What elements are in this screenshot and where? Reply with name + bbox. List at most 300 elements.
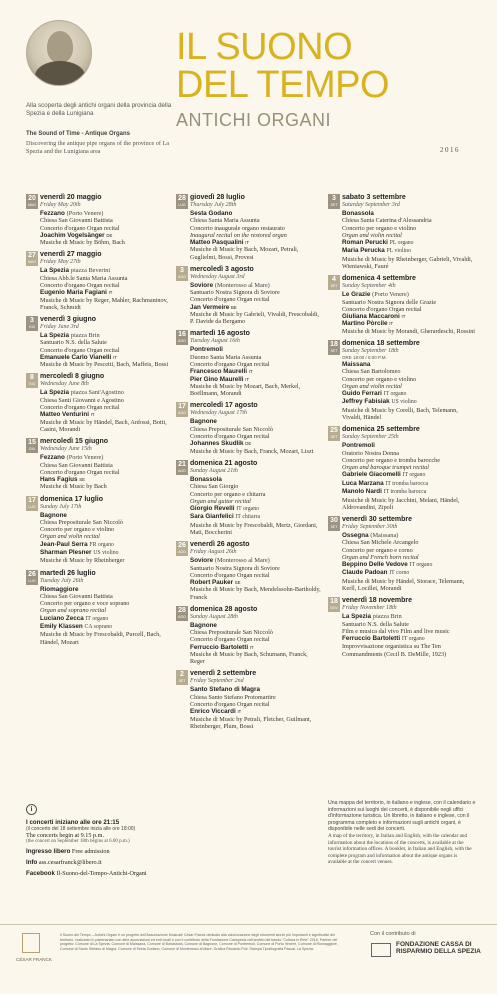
city-sub: (Porto Venere) xyxy=(66,454,104,462)
date-badge xyxy=(176,460,188,475)
badge-month: AGO xyxy=(178,614,186,619)
date-badge xyxy=(26,438,38,453)
concert-date-en: Sunday August 21th xyxy=(190,467,238,474)
performer-country: IT xyxy=(108,290,113,296)
performer-name: Emanuele Carlo Vianelli xyxy=(40,353,112,361)
performer-name: Emily Klassen xyxy=(40,622,83,630)
facebook-link[interactable]: Il-Suono-del-Tempo-Antichi-Organi xyxy=(56,870,147,877)
performer-name: Beppino Delle Vedove xyxy=(342,560,408,568)
concert-detail: Concerto d'organo Organ recital xyxy=(40,224,120,232)
concert-date: domenica 28 agosto xyxy=(190,605,258,613)
concert-detail: Concerto d'organo Organ recital xyxy=(190,636,270,644)
performer xyxy=(40,289,174,296)
date-badge xyxy=(26,316,38,331)
concert-music: Musiche di Music by Händel, Storace, Telemann, Kerll, Locillet, Morandi xyxy=(342,577,465,592)
badge-month: MAG xyxy=(28,260,36,265)
concert-date: sabato 3 settembre xyxy=(342,194,406,201)
concert-date: venerdì 20 maggio xyxy=(40,194,102,201)
times-it: I concerti iniziano alle ore 21:15 xyxy=(26,819,120,826)
concert-entry xyxy=(328,516,476,592)
contribution-label: Con il contributo di xyxy=(370,931,416,937)
performer-name: Robert Pauker xyxy=(190,578,234,586)
city-sub: (Porto Venere) xyxy=(66,210,104,217)
concert-music: Musiche di Music by Corelli, Bach, Telemann, Vivaldi, Händel xyxy=(342,406,458,422)
concert-city xyxy=(190,686,324,693)
badge-day: 28 xyxy=(178,195,186,202)
concert-date: domenica 4 settembre xyxy=(342,275,416,283)
association-logo xyxy=(22,933,40,953)
performer xyxy=(190,708,324,715)
concert-date-en: Wednesday June 8th xyxy=(40,381,89,388)
badge-day: 25 xyxy=(330,427,338,435)
concert-date: martedì 16 agosto xyxy=(190,330,250,338)
performer xyxy=(40,354,174,361)
concert-entry xyxy=(328,275,476,335)
concert-entry xyxy=(26,316,174,368)
concert-date-en: Thursday July 28th xyxy=(190,202,237,208)
poster-header xyxy=(0,0,497,185)
facebook-label: Facebook xyxy=(26,870,55,877)
performer-role: FR organo xyxy=(89,541,114,548)
concert-detail: Chiesa Prepositurale San Niccolò xyxy=(190,629,273,637)
concert-city xyxy=(40,454,174,461)
map-note-it: Una mappa del territorio, in italiano e inglese, con il calendario e informazioni sui luoghi dei concerti, è disponibile negli uffici d'informazione turistica. Un libretto, in italiano e inglese, con il programma completo e informazioni sugli antichi organi, è disponibile nelle sedi dei concerti. xyxy=(328,800,476,833)
map-note xyxy=(328,800,476,866)
fondazione-logo xyxy=(371,943,391,957)
concert-detail: Chiesa San Giovanni Battista xyxy=(40,217,113,225)
concert-music: Musiche di Music by Frescobaldi, Purcell, Bach, Händel, Mozart xyxy=(40,631,161,646)
performer xyxy=(342,488,476,496)
city-name: Ossegna xyxy=(342,531,369,539)
concert-detail: Santuario Nostra Signora di Soviore xyxy=(190,289,280,297)
city-name: Bagnone xyxy=(40,511,67,519)
badge-month: SET xyxy=(330,203,338,207)
city-name: Pontremoli xyxy=(342,442,375,450)
date-badge xyxy=(328,194,340,209)
performer-name: Guido Ferrari xyxy=(342,390,382,398)
badge-month: AGO xyxy=(178,274,186,279)
date-badge xyxy=(26,496,38,511)
concert-date-en: Sunday September 4th xyxy=(342,283,396,290)
map-note-en: A map of the territory, in Italian and English, with the calendar and information about the locations of the concerts, is available at the tourist information offices. A booklet, in Italian and English, with the complete program and information about the antique organs is available at the concert venues. xyxy=(328,832,472,866)
badge-month: LUG xyxy=(178,203,186,207)
concert-city xyxy=(342,291,476,298)
city-sub: piazza Brin xyxy=(70,332,100,340)
date-badge xyxy=(328,340,340,355)
performer-name: Giuliana Maccaroni xyxy=(342,313,400,321)
concert-date-en: Friday August 26th xyxy=(190,549,237,556)
times-en: The concerts begin at 9.15 p.m. xyxy=(26,832,105,839)
performer-name: Gabriele Giacomelli xyxy=(342,471,401,479)
concert-music: Improvvisazione organistica su The Ten Commandments (Cecil B. DeMille, 1923) xyxy=(342,643,447,658)
concert-date: venerdì 2 settembre xyxy=(190,670,257,678)
concert-date-en: Friday May 27th xyxy=(40,259,81,266)
concert-city xyxy=(190,210,324,217)
concert-date: venerdì 26 agosto xyxy=(190,541,250,549)
performer xyxy=(342,239,476,247)
date-badge xyxy=(26,570,38,585)
concert-detail: Concerto d'organo Organ recital xyxy=(40,346,120,354)
entry-en: Free admission xyxy=(71,848,110,855)
concert-music: Musiche di Music by Bach, Mendelssohn-Bartholdy, Franck xyxy=(190,586,321,601)
performer xyxy=(40,541,174,549)
badge-day: 27 xyxy=(28,252,36,260)
concert-entry xyxy=(176,330,324,397)
concert-detail: Chiesa Prepositurale San Niccolò xyxy=(40,518,123,526)
concert-date-en: Wednesday August 17th xyxy=(190,410,247,417)
concert-music: Musiche di Music by Rheinberger xyxy=(40,557,125,565)
concert-city xyxy=(190,282,324,289)
concert-date: mercoledì 3 agosto xyxy=(190,265,254,273)
concert-detail: Film e musica dal vivo Film and live music xyxy=(342,627,450,635)
footer xyxy=(0,924,497,994)
concert-detail: Chiesa Santa Caterina d'Alessandria xyxy=(342,217,432,225)
performer xyxy=(342,471,476,479)
city-name: Fezzano xyxy=(40,454,65,462)
performer-country: IT xyxy=(237,709,242,715)
badge-day: 8 xyxy=(30,374,34,382)
badge-day: 17 xyxy=(178,403,186,411)
performer-country: IT xyxy=(249,644,254,650)
performer-country: SE xyxy=(79,476,85,482)
performer xyxy=(40,615,174,623)
concert-detail: Concerto per organo e violino xyxy=(342,224,417,232)
performer xyxy=(342,398,476,406)
concert-date: domenica 17 luglio xyxy=(40,495,104,503)
performer-country: BE xyxy=(230,304,237,310)
concert-detail: Concerto per organo e chitarra xyxy=(190,490,266,498)
performer-name: Sharman Plesner xyxy=(40,548,92,556)
performer-name: Eugenio Maria Fagiani xyxy=(40,289,107,297)
badge-month: SET xyxy=(178,679,186,684)
title-line-2: DEL TEMPO xyxy=(176,64,389,106)
performer xyxy=(190,513,324,521)
info-box xyxy=(26,804,174,877)
concert-detail: Organ and guitar recital xyxy=(190,497,251,505)
performer-name: Giorgio Revelli xyxy=(190,504,235,512)
concert-date-en: Tuesday July 26th xyxy=(40,577,84,584)
concert-music: Musiche di Music by Bach xyxy=(40,483,107,491)
badge-day: 18 xyxy=(330,598,338,606)
concert-date: venerdì 3 giugno xyxy=(40,316,97,324)
entry-row xyxy=(26,848,174,855)
performer-role: IT organo xyxy=(409,561,433,568)
performer-name: Matteo Venturini xyxy=(40,411,89,419)
concert-entry xyxy=(328,194,476,270)
info-row xyxy=(26,859,174,866)
badge-day: 18 xyxy=(330,341,338,349)
concert-detail: Concerto d'organo Organ recital xyxy=(190,361,270,369)
concert-music: Musiche di Music by Böhm, Bach xyxy=(40,239,125,247)
date-badge xyxy=(26,194,38,209)
concert-date: venerdì 30 settembre xyxy=(342,515,413,523)
concert-date-en: Wednesday June 15th xyxy=(40,446,92,453)
badge-day: 30 xyxy=(330,516,338,524)
composer-portrait xyxy=(26,20,92,86)
performer-role: CA soprano xyxy=(84,623,112,630)
concert-date-en: Friday June 3rd xyxy=(40,324,79,331)
performer xyxy=(190,239,324,246)
concert-city xyxy=(40,210,174,217)
concert-entry xyxy=(26,570,174,646)
performer-name: Ferruccio Bartoletti xyxy=(342,634,401,642)
date-badge xyxy=(176,541,188,556)
concert-date: venerdì 18 novembre xyxy=(342,597,413,605)
concert-music: Musiche di Music by Rheinberger, Gabrieli, Vivaldi, Wieniawski, Fauré xyxy=(342,255,473,271)
concert-date: venerdì 27 maggio xyxy=(40,251,102,259)
concert-date-en: Sunday August 28th xyxy=(190,613,238,620)
badge-month: GIU xyxy=(28,382,36,387)
badge-day: 3 xyxy=(30,317,34,325)
city-sub: (Porto Venere) xyxy=(372,291,409,299)
performer-role: IT tromba barocca xyxy=(385,480,429,487)
concert-detail: Santuario N.S. della Salute xyxy=(40,339,107,347)
times-it-note: (il concerto del 18 settembre inizia alle ore 18:00) xyxy=(26,826,136,832)
concert-detail: Concerto per organo e corno xyxy=(342,546,413,554)
performer-name: Luciano Zecca xyxy=(40,614,84,622)
date-badge xyxy=(328,516,340,531)
concert-detail: Chiesa Santi Giovanni e Agostino xyxy=(40,396,124,404)
footer-fine-print: Il Suono del Tempo – Antichi Organi è un progetto dell'Associazione Musicale César Franck dedicato alla valorizzazione degli strumenti storici più importanti e significativi del territorio, realizzato in partenariato con altre associazioni ed enti locali e con il contributo della Fondazione Carispezia nell'ambito del bando "Cultura in Rete" 2016. Partner del progetto: Comune di La Spezia, Comune di Maissana, Comune di Bonassola, Comune di Bagnone, Comune di Pontremoli, Comune di Porto Venere, Comune di Riomaggiore, Comune di Santo Stefano di Magra, Comune di Sesta Godano, Comune di Monterosso al Mare. Grafica Riccardo Poli. Stampa Tipolitografia Pascal, La Spezia. xyxy=(60,933,338,951)
concert-music: Musiche di Music by Bach, Franck, Mozart, Liszt xyxy=(190,447,314,455)
concert-detail: Oratorio Nostra Donna xyxy=(342,449,400,457)
concert-detail: Concerto d'organo Organ recital xyxy=(190,296,270,304)
concert-city xyxy=(190,557,324,564)
badge-month: MAG xyxy=(28,203,36,207)
city-name: Fezzano xyxy=(40,210,65,217)
badge-month: LUG xyxy=(28,578,36,583)
concert-detail: Santuario N.S. della Salute xyxy=(342,620,409,628)
city-name: Bonassola xyxy=(190,475,222,483)
entry-label: Ingresso libero xyxy=(26,848,71,855)
performer-role: PL organo xyxy=(389,240,414,247)
city-sub: (Monterosso al Mare) xyxy=(214,281,270,289)
concert-detail: Concerto per organo e tromba barocche xyxy=(342,456,440,464)
concert-city xyxy=(40,586,174,593)
performer-name: Francesco Maurelli xyxy=(190,368,248,376)
concert-time-note: ORE 18:00 / 6:00 P.M. xyxy=(342,355,387,361)
badge-month: GIU xyxy=(28,447,36,452)
date-badge xyxy=(176,194,188,209)
city-name: Santo Stefano di Magra xyxy=(190,686,260,694)
performer xyxy=(342,561,476,569)
badge-day: 21 xyxy=(178,460,186,468)
performer xyxy=(190,440,324,447)
performer-name: Roman Perucki xyxy=(342,239,388,247)
badge-day: 4 xyxy=(332,276,336,284)
concert-date: mercoledì 8 giugno xyxy=(40,373,105,381)
concert-detail: Chiesa Prepositurale San Niccolò xyxy=(190,425,273,433)
concert-entry xyxy=(26,194,174,246)
performer xyxy=(342,313,476,320)
concert-detail: Concerto d'organo Organ recital xyxy=(190,701,270,708)
date-badge xyxy=(176,330,188,345)
concert-entry xyxy=(26,373,174,433)
badge-month: AGO xyxy=(178,468,186,473)
performer xyxy=(190,579,324,586)
performer xyxy=(190,376,324,383)
concert-detail: Chiesa San Giorgio xyxy=(190,483,239,491)
concert-detail: Organ and baroque trumpet recital xyxy=(342,464,429,472)
concert-detail: Chiesa San Bartolomeo xyxy=(342,368,401,376)
performer-name: Martino Pòrcile xyxy=(342,320,388,328)
badge-month: AGO xyxy=(178,339,186,344)
concert-date-en: Wednesday August 3rd xyxy=(190,273,245,280)
concert-detail: Organ and French horn recital xyxy=(342,553,419,561)
performer xyxy=(190,304,324,311)
city-name: Bagnone xyxy=(190,418,217,426)
concert-detail: Concerto per organo e violino xyxy=(40,526,115,534)
concert-entry xyxy=(26,251,174,311)
badge-day: 3 xyxy=(180,266,184,274)
performer-name: Pier Gino Maurelli xyxy=(190,375,244,383)
concert-detail: Inaugural recital on the restored organ xyxy=(190,231,287,239)
concert-entry xyxy=(176,266,324,326)
performer-country: DE xyxy=(245,441,252,447)
concert-entry xyxy=(176,541,324,601)
concert-music: Musiche di Music by Bach, Schumann, Franck, Reger xyxy=(190,650,308,666)
performer-country: IT xyxy=(113,354,117,360)
concert-detail: Duomo Santa Maria Assunta xyxy=(190,353,262,361)
times-en-note: (the concert on September 18th begins at 6.00 p.m.) xyxy=(26,839,130,844)
badge-month: SET xyxy=(330,435,338,440)
intro-italian: Alla scoperta degli antichi organi della provincia della Spezia e della Lunigiana xyxy=(26,102,172,117)
concert-date: domenica 21 agosto xyxy=(190,459,258,467)
concert-music: Musiche di Music by Jacchini, Melani, Händel, Aldrovandini, Zipoli xyxy=(342,496,460,511)
performer-role: IT corno xyxy=(389,570,410,577)
city-name: Pontremoli xyxy=(190,346,223,354)
performer xyxy=(40,476,174,483)
concert-date: domenica 18 settembre xyxy=(342,340,420,348)
concert-detail: Chiesa Santa Maria Assunta xyxy=(190,217,260,225)
city-name: Soviore xyxy=(190,557,214,565)
performer-country: IT xyxy=(389,321,394,327)
performer xyxy=(190,368,324,375)
concert-entry xyxy=(176,402,324,454)
performer xyxy=(190,644,324,651)
performer-name: Jean-Paul Serra xyxy=(40,540,88,548)
concert-city xyxy=(342,532,476,539)
concert-detail: Concerto per organo e voce soprano xyxy=(40,600,130,608)
concert-date: domenica 25 settembre xyxy=(342,426,420,434)
date-badge xyxy=(328,426,340,441)
fondazione-name: FONDAZIONE CASSA DI RISPARMIO DELLA SPEZIA xyxy=(396,941,481,955)
concert-detail: Organ and violin recital xyxy=(40,533,100,541)
concert-detail: Chiesa San Michele Arcangelo xyxy=(342,539,419,547)
performer-role: IT chitarra xyxy=(235,514,261,521)
badge-month: GIU xyxy=(28,325,36,330)
performer-name: Johannes Skudlik xyxy=(190,440,244,448)
performer xyxy=(40,623,174,631)
city-sub: (Monterosso al Mare) xyxy=(214,557,270,565)
city-name: Soviore xyxy=(190,281,214,289)
concert-entry xyxy=(176,606,324,666)
events-column-3 xyxy=(328,194,476,663)
city-name: Bonassola xyxy=(342,210,374,217)
performer-name: Manolo Nardi xyxy=(342,488,382,496)
concert-detail: Concerto d'organo Organ recital xyxy=(40,468,120,476)
concert-city xyxy=(342,442,476,449)
concert-date: mercoledì 15 giugno xyxy=(40,438,109,446)
concert-detail: Chiesa Abb.le Santa Maria Assunta xyxy=(40,274,128,282)
concert-city xyxy=(342,361,476,368)
performer xyxy=(190,505,324,513)
concert-date-en: Sunday July 17th xyxy=(40,503,82,510)
concert-entry xyxy=(26,496,174,565)
concert-entry xyxy=(26,438,174,490)
concert-detail: Santuario Nostra Signora di Soviore xyxy=(190,564,280,572)
performer-name: Matteo Pasqualini xyxy=(190,239,244,247)
performer-name: Claude Padoan xyxy=(342,569,388,577)
concert-date: mercoledì 17 agosto xyxy=(190,402,258,410)
concert-music: Musiche di Music by Reger, Mahler, Rachmaninov, Franck, Schmidt xyxy=(40,296,168,311)
city-name: Riomaggiore xyxy=(40,585,79,593)
concert-entry xyxy=(328,597,476,658)
performer-role: IT organo xyxy=(383,391,407,398)
performer-role: IT organo xyxy=(402,472,426,479)
performer-country: IT xyxy=(245,376,250,382)
concert-detail: Concerto d'organo Organ recital xyxy=(190,571,270,579)
badge-day: 16 xyxy=(178,331,186,339)
concert-city xyxy=(190,346,324,353)
performer-role: PL violino xyxy=(386,248,411,255)
concert-detail: Concerto d'organo Organ recital xyxy=(40,282,120,290)
city-name: Maissana xyxy=(342,361,371,369)
concert-music: Musiche di Music by Frescobaldi, Mertz, Giordani, Mati, Boccherini xyxy=(190,521,318,536)
concert-city xyxy=(342,210,476,217)
city-name: La Spezia xyxy=(40,389,70,397)
concert-city xyxy=(40,332,174,339)
badge-day: 28 xyxy=(178,606,186,614)
concert-date-en: Sunday September 25th xyxy=(342,434,399,441)
title-line-1: IL SUONO xyxy=(176,26,353,68)
date-badge xyxy=(176,670,188,685)
info-email[interactable]: ass.cesarfranck@libero.it xyxy=(38,859,102,866)
concert-music: Musiche di Music by Bach, Mozart, Petrali, Guglielmi, Bossi, Provesi xyxy=(190,246,299,261)
city-sub: piazza Brin xyxy=(372,613,402,621)
concert-city xyxy=(190,418,324,425)
badge-month: LUG xyxy=(28,504,36,509)
performer-name: Hans Fagius xyxy=(40,475,78,483)
badge-month: SET xyxy=(330,524,338,529)
performer-country: IT xyxy=(90,412,95,418)
concert-entry xyxy=(328,340,476,421)
concert-date: giovedì 28 luglio xyxy=(190,194,245,201)
date-badge xyxy=(176,402,188,417)
badge-month: AGO xyxy=(178,550,186,555)
performer-role: US violino xyxy=(93,549,119,556)
badge-month: NOV xyxy=(330,606,338,611)
city-name: Sesta Godano xyxy=(190,210,233,217)
concert-date-en: Friday November 18th xyxy=(342,605,397,612)
concert-city xyxy=(190,476,324,483)
concert-detail: Chiesa Santo Stefano Protomartire xyxy=(190,693,276,701)
association-logo-text: CÉSAR FRANCK xyxy=(16,957,52,962)
performer xyxy=(40,411,174,418)
concert-music: Musiche di Music by Morandi, Gherardeschi, Rossini xyxy=(342,327,476,335)
badge-month: SET xyxy=(330,349,338,354)
city-name: La Spezia xyxy=(342,613,372,621)
facebook-row xyxy=(26,870,174,877)
badge-month: SET xyxy=(330,284,338,289)
concert-city xyxy=(342,613,476,620)
subtitle: ANTICHI ORGANI xyxy=(176,110,332,130)
concert-date-en: Tuesday August 16th xyxy=(190,338,240,345)
concert-detail: Concerto per organo e violino xyxy=(342,375,417,383)
date-badge xyxy=(328,275,340,290)
badge-day: 3 xyxy=(332,195,336,202)
badge-day: 2 xyxy=(180,671,184,679)
